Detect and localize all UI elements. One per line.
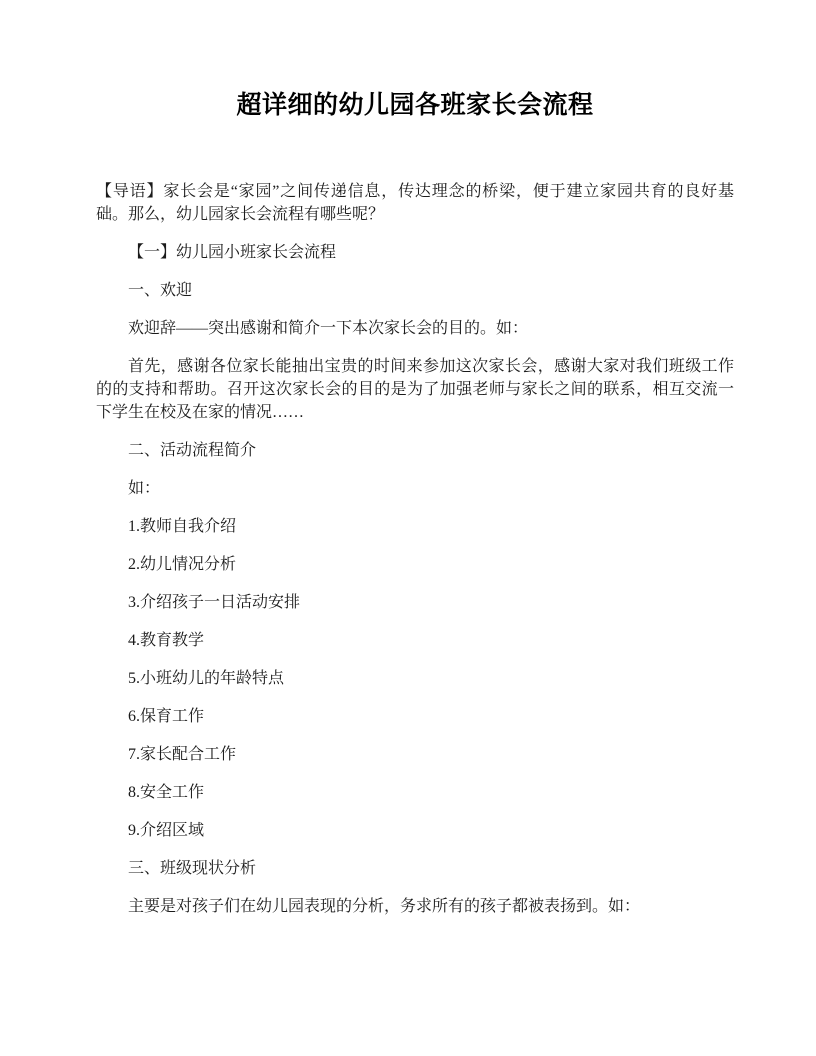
paragraph: 1.教师自我介绍 <box>128 518 237 535</box>
paragraph: 7.家长配合工作 <box>128 746 237 763</box>
paragraph: 5.小班幼儿的年龄特点 <box>128 670 285 687</box>
page-title: 超详细的幼儿园各班家长会流程 <box>236 92 594 119</box>
paragraph: 【导语】家长会是“家园”之间传递信息，传达理念的桥梁，便于建立家园共育的良好基础。那么，幼儿园家长会流程有哪些呢？ <box>96 183 734 223</box>
paragraph: 【一】幼儿园小班家长会流程 <box>128 244 337 261</box>
paragraph: 一、欢迎 <box>128 282 193 299</box>
paragraph: 2.幼儿情况分析 <box>128 556 237 573</box>
paragraph: 欢迎辞——突出感谢和简介一下本次家长会的目的。如： <box>128 320 529 337</box>
paragraph: 3.介绍孩子一日活动安排 <box>128 594 301 611</box>
paragraph: 4.教育教学 <box>128 632 205 649</box>
paragraph: 6.保育工作 <box>128 708 205 725</box>
paragraph: 首先，感谢各位家长能抽出宝贵的时间来参加这次家长会，感谢大家对我们班级工作的的支持和帮助。召开这次家长会的目的是为了加强老师与家长之间的联系，相互交流一下学生在校及在家的情况…… <box>96 358 734 421</box>
paragraph: 二、活动流程简介 <box>128 442 257 459</box>
paragraph: 9.介绍区域 <box>128 822 205 839</box>
document-body <box>96 180 734 918</box>
paragraph: 主要是对孩子们在幼儿园表现的分析，务求所有的孩子都被表扬到。如： <box>128 898 641 915</box>
paragraph: 如： <box>128 480 161 497</box>
paragraph: 三、班级现状分析 <box>128 860 257 877</box>
paragraph: 8.安全工作 <box>128 784 205 801</box>
